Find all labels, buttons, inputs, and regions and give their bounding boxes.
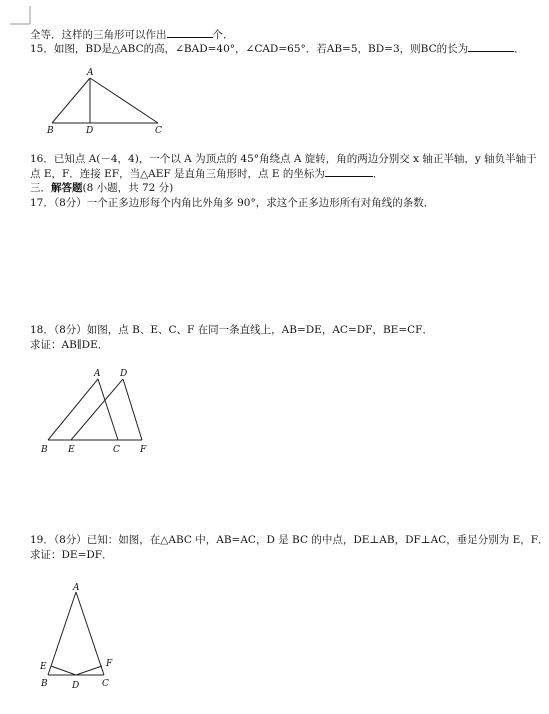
question-18-line-1 (30, 323, 512, 337)
label-c: C (155, 126, 162, 136)
q16-text-1: 16．已知点 A(－4，4)，一个以 A 为顶点的 45°角绕点 A 旋转，角的两边分别交 x 轴正半轴，y 轴负半轴于 (30, 153, 537, 165)
segment-ab (48, 592, 76, 675)
section-3-title: 解答题 (51, 182, 83, 194)
segment-ac (76, 592, 104, 675)
label-b: B (47, 126, 54, 136)
q19-text-2: 求证：DE=DF． (30, 549, 113, 561)
label-a: A (87, 68, 94, 78)
label-e: E (40, 662, 47, 672)
figure-q18-triangles (38, 366, 168, 458)
label-a: A (94, 369, 101, 379)
label-c: C (102, 679, 109, 689)
label-f: F (140, 445, 147, 455)
segment-ba (48, 379, 98, 440)
section-3-number: 三． (30, 182, 51, 194)
intro-text: 全等．这样的三角形可以作出 (30, 29, 167, 41)
answer-blank-16[interactable] (325, 166, 373, 177)
section-3-heading (30, 181, 512, 195)
q17-text: 17．（8分）一个正多边形每个内角比外角多 90°，求这个正多边形所有对角线的条数． (30, 197, 435, 209)
segment-df (76, 666, 102, 675)
segment-de (51, 666, 76, 675)
label-b: B (41, 679, 48, 689)
figure-q19-isosceles (36, 582, 126, 712)
section-3-info: (8 小题，共 72 分) (82, 182, 174, 194)
answer-blank-14[interactable] (167, 27, 213, 38)
segment-df (123, 379, 142, 440)
q18-text-1: 18．（8分）如图，点 B、E、C、F 在同一条直线上，AB=DE，AC=DF，BE=CF． (30, 324, 433, 336)
label-c: C (113, 445, 120, 455)
label-e: E (68, 445, 75, 455)
label-f: F (106, 659, 113, 669)
q19-text-1: 19．（8分）已知：如图，在△ABC 中，AB=AC，D 是 BC 的中点，DE⊥AB，DF⊥AC，垂足分别为 E，F． (30, 534, 549, 546)
label-d: D (72, 681, 80, 691)
label-b: B (41, 445, 48, 455)
answer-blank-15[interactable] (468, 41, 514, 52)
segment-ac (90, 78, 158, 123)
figure-q15-triangle (44, 66, 184, 136)
label-d: D (120, 369, 128, 379)
page-corner-mark (0, 0, 40, 30)
segment-ab (52, 78, 90, 123)
intro-line (30, 27, 512, 42)
question-16-line-2 (30, 166, 512, 181)
question-18-line-2 (30, 338, 512, 352)
label-d: D (86, 126, 94, 136)
q16-text-2: 点 E，F．连接 EF，当△AEF 是直角三角形时，点 E 的坐标为 (30, 168, 325, 180)
q15-end: ． (514, 43, 525, 55)
question-19-line-2 (30, 548, 512, 562)
question-19-line-1 (30, 533, 549, 547)
question-15 (30, 41, 525, 56)
question-17 (30, 196, 512, 210)
label-a: A (73, 583, 80, 593)
q18-text-2: 求证：AB∥DE． (30, 339, 109, 351)
question-16-line-1 (30, 152, 537, 166)
intro-text-end: 个． (212, 29, 234, 41)
q16-end: ． (372, 168, 384, 180)
q15-text: 15．如图，BD是△ABC的高，∠BAD=40°，∠CAD=65°．若AB=5，BD=3，则BC的长为 (30, 43, 469, 55)
